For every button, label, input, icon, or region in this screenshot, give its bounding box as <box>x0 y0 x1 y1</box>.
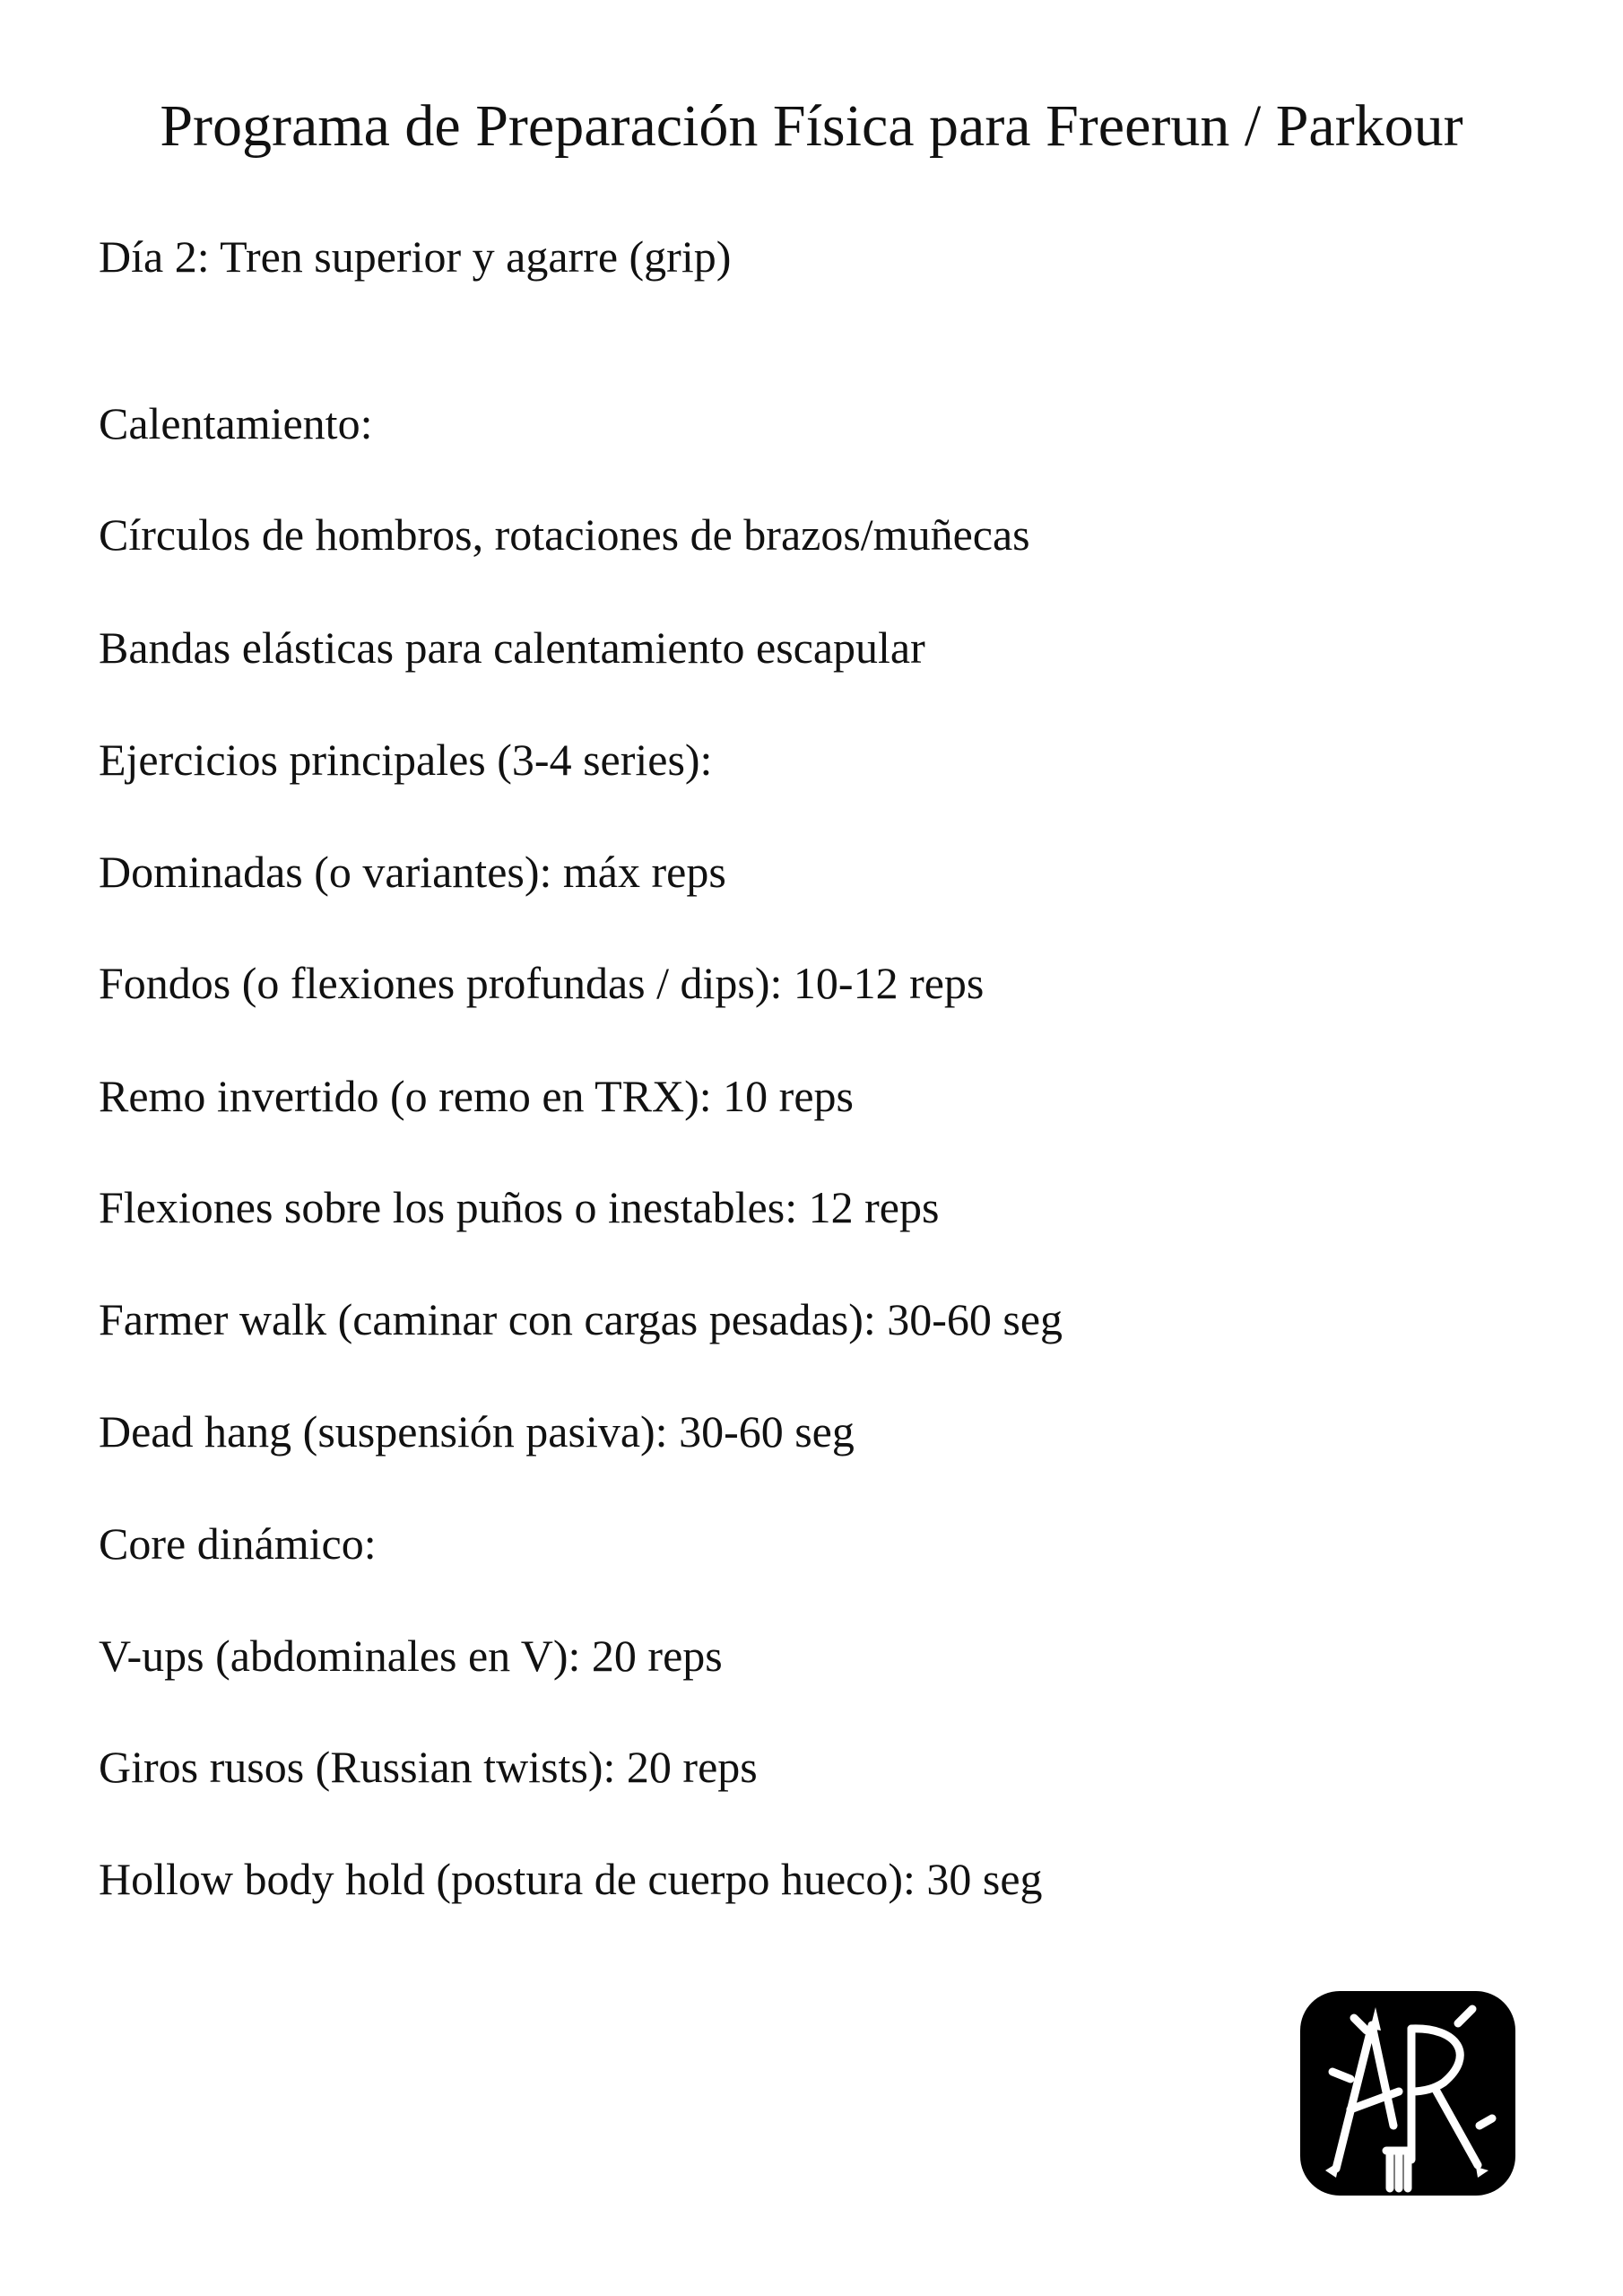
exercise-item: Remo invertido (o remo en TRX): 10 reps <box>99 1071 854 1121</box>
warmup-item: Bandas elásticas para calentamiento escapular <box>99 622 925 673</box>
exercise-item: Farmer walk (caminar con cargas pesadas): 30-60 seg <box>99 1294 1063 1344</box>
ar-logo-graphic <box>1300 1991 1515 2196</box>
warmup-heading: Calentamiento: <box>99 398 373 448</box>
exercise-item: Flexiones sobre los puños o inestables: 12 reps <box>99 1182 940 1232</box>
core-item: Giros rusos (Russian twists): 20 reps <box>99 1742 758 1792</box>
warmup-item: Círculos de hombros, rotaciones de brazos/muñecas <box>99 509 1030 560</box>
exercise-item: Dead hang (suspensión pasiva): 30-60 seg <box>99 1406 855 1457</box>
core-item: V-ups (abdominales en V): 20 reps <box>99 1631 723 1681</box>
ar-logo-icon <box>1300 1991 1515 2196</box>
main-exercises-heading: Ejercicios principales (3-4 series): <box>99 735 713 785</box>
core-item: Hollow body hold (postura de cuerpo hueco): 30 seg <box>99 1854 1043 1904</box>
exercise-item: Dominadas (o variantes): máx reps <box>99 847 726 897</box>
day-heading: Día 2: Tren superior y agarre (grip) <box>99 231 732 282</box>
core-heading: Core dinámico: <box>99 1518 377 1569</box>
exercise-item: Fondos (o flexiones profundas / dips): 10-12 reps <box>99 958 985 1008</box>
page-title: Programa de Preparación Física para Freerun / Parkour <box>160 93 1463 159</box>
